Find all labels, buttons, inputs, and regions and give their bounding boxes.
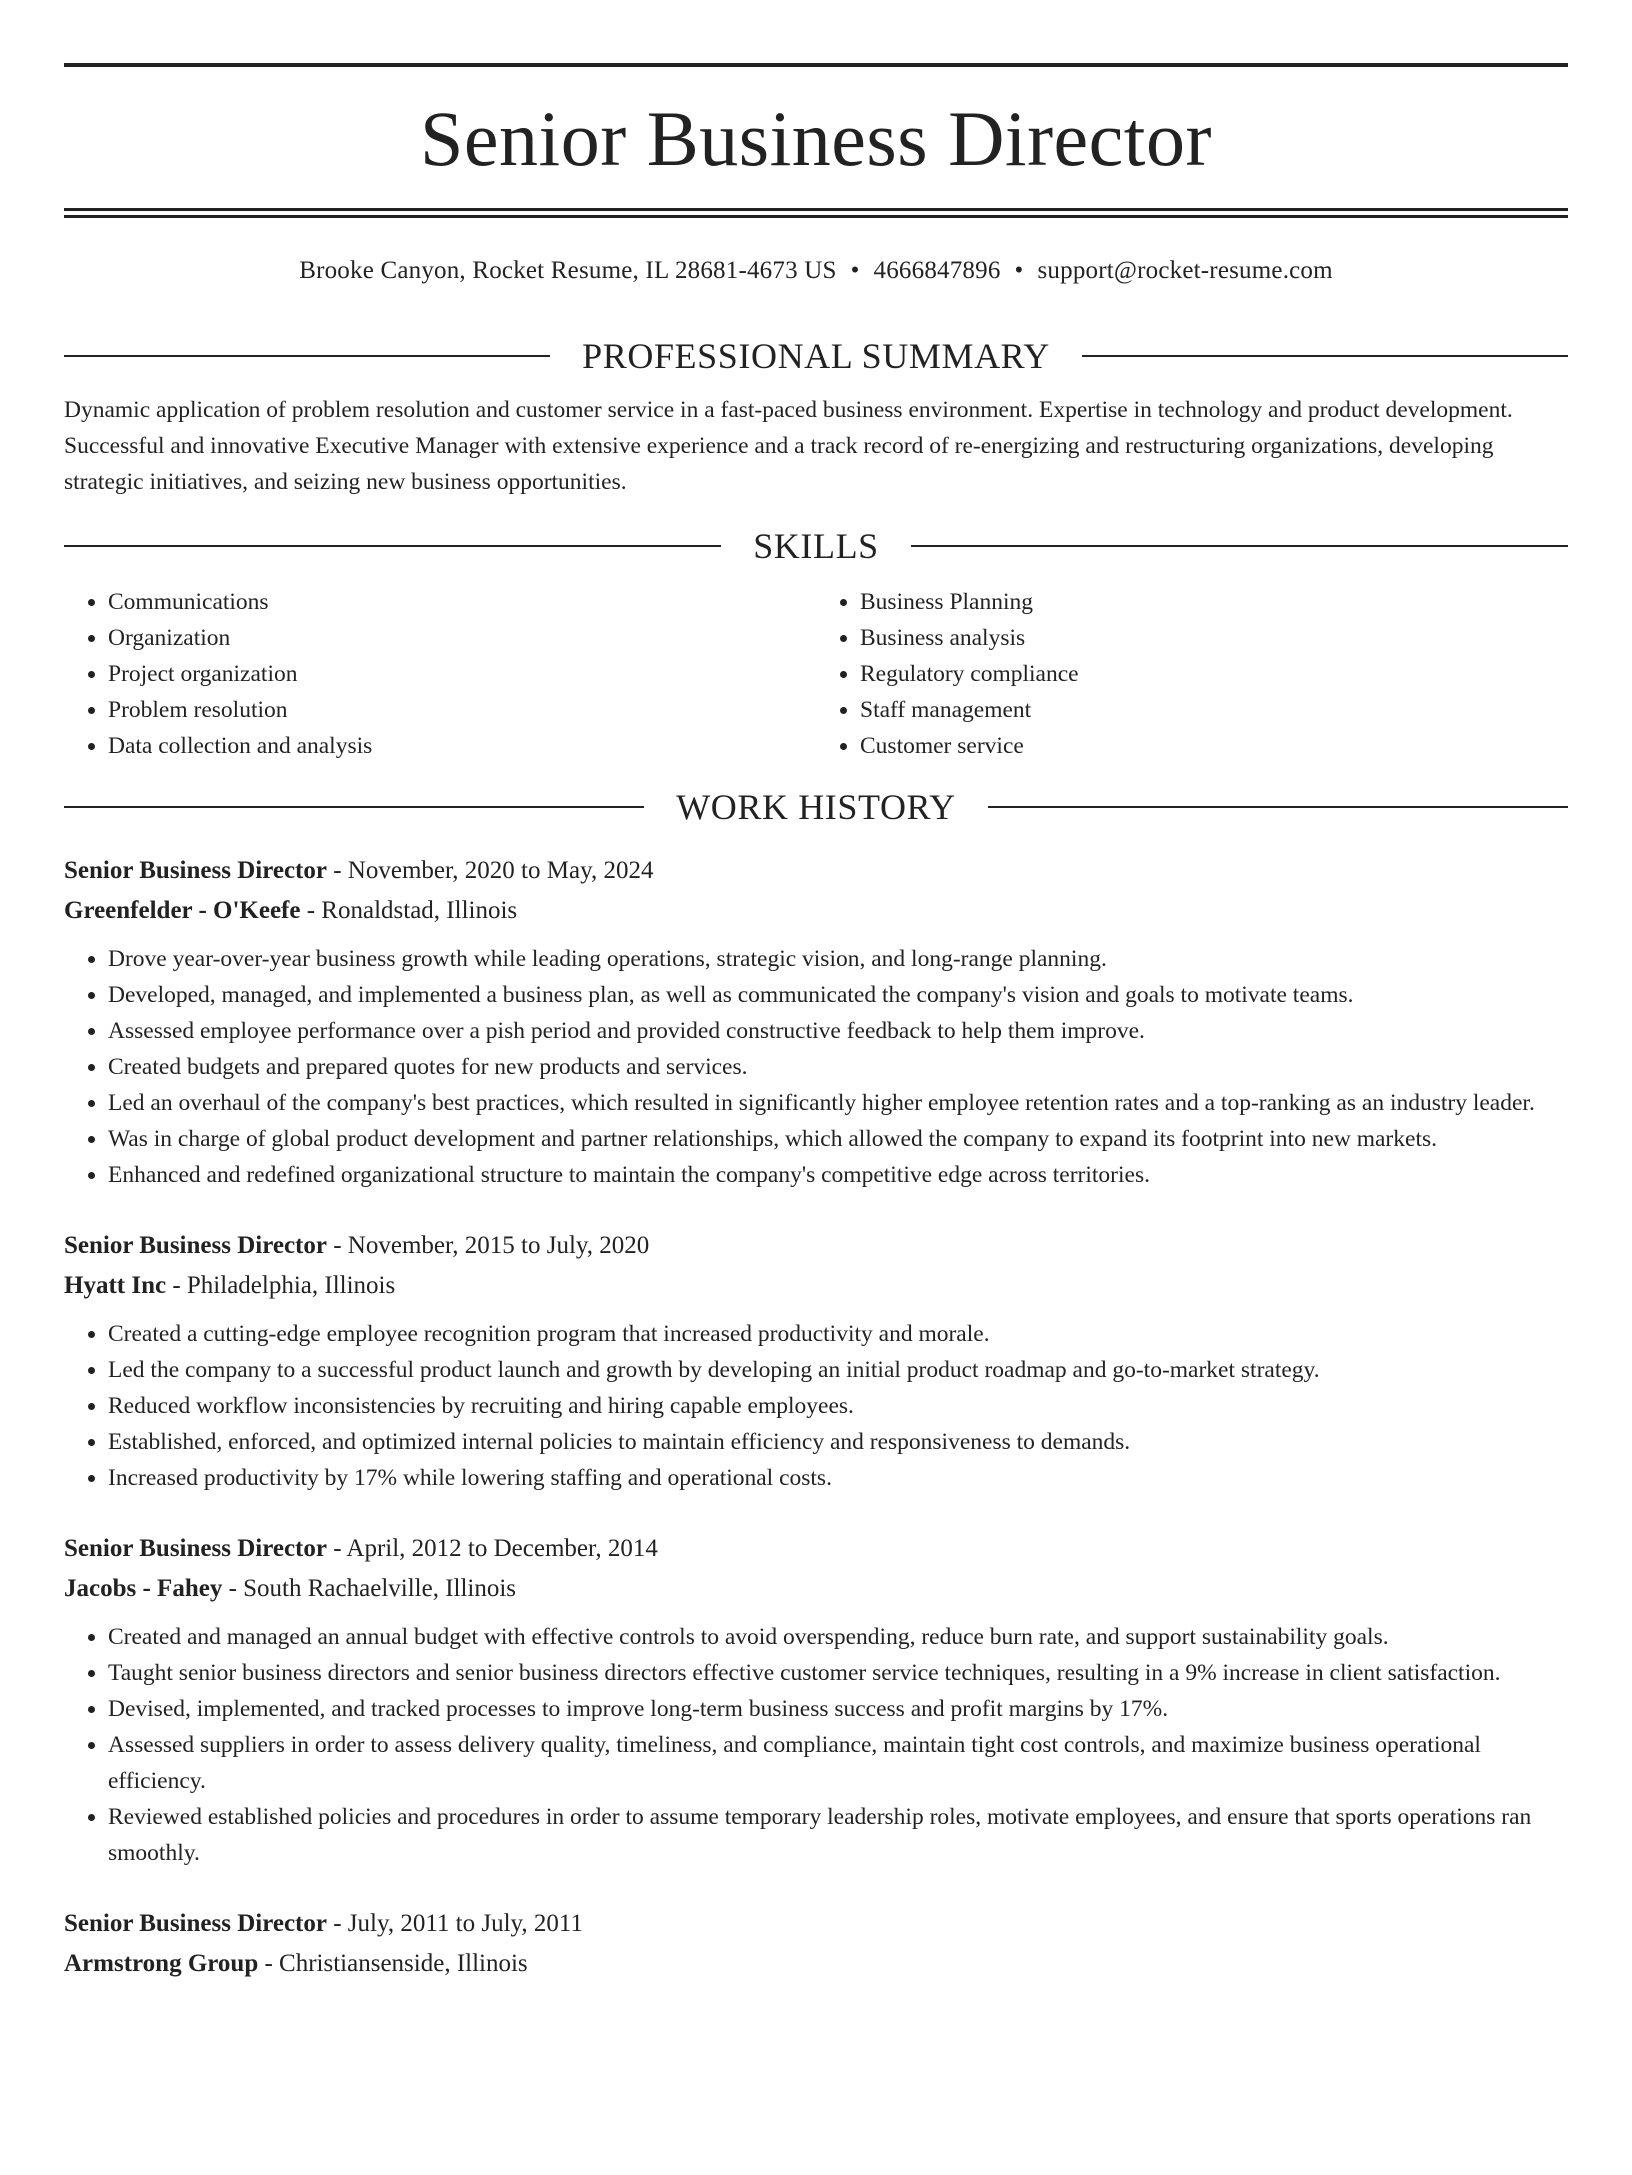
skill-item: • Staff management: [860, 692, 1568, 728]
job-bullets: [64, 1316, 1568, 1496]
job-company: Jacobs - Fahey: [64, 1575, 223, 1602]
resume-title: Senior Business Director: [420, 95, 1212, 182]
job-bullet: • Taught senior business directors and senior business directors effective customer service techniques, resulting in a 9% increase in client satisfaction.: [108, 1655, 1568, 1691]
job-bullet: • Assessed employee performance over a pish period and provided constructive feedback to help them improve.: [108, 1013, 1568, 1049]
skills-column-left: [64, 584, 816, 764]
job-company-line: [64, 1569, 1568, 1609]
job-dates: - April, 2012 to December, 2014: [326, 1535, 658, 1562]
job-entry: [64, 851, 1568, 1193]
skills-list: [64, 584, 1568, 764]
heading-rule-left: [64, 806, 644, 808]
resume-page: [0, 63, 1632, 2175]
job-company-line: [64, 1266, 1568, 1306]
skill-item: • Project organization: [108, 656, 816, 692]
skill-item: • Business Planning: [860, 584, 1568, 620]
job-dates: - July, 2011 to July, 2011: [326, 1910, 583, 1937]
contact-email: support@rocket-resume.com: [1037, 257, 1333, 284]
job-bullets: [64, 1619, 1568, 1871]
job-company: Greenfelder - O'Keefe: [64, 897, 301, 924]
summary-heading-label: PROFESSIONAL SUMMARY: [582, 336, 1050, 376]
summary-text: Dynamic application of problem resolution and customer service in a fast-paced business environment. Expertise in technology and product development. Successful and innovative Executive Manager with extensive experience and a track record of re-energizing and restructuring organizations, developing strategic initiatives, and seizing new business opportunities.: [64, 397, 1513, 495]
job-title-line: [64, 1529, 1568, 1569]
job-title-line: [64, 851, 1568, 891]
job-dates: - November, 2020 to May, 2024: [326, 857, 654, 884]
work-history-list: [64, 851, 1568, 1984]
job-bullet: • Created a cutting-edge employee recognition program that increased productivity and morale.: [108, 1316, 1568, 1352]
job-title-line: [64, 1226, 1568, 1266]
job-location: - Philadelphia, Illinois: [166, 1272, 396, 1299]
job-bullets: [64, 941, 1568, 1193]
skill-item: • Problem resolution: [108, 692, 816, 728]
job-bullet: • Reduced workflow inconsistencies by recruiting and hiring capable employees.: [108, 1388, 1568, 1424]
job-bullet: • Enhanced and redefined organizational structure to maintain the company's competitive edge across territories.: [108, 1157, 1568, 1193]
skill-item: • Business analysis: [860, 620, 1568, 656]
job-location: - Ronaldstad, Illinois: [300, 897, 518, 924]
job-bullet: • Led an overhaul of the company's best practices, which resulted in significantly higher employee retention rates and a top-ranking as an industry leader.: [108, 1085, 1568, 1121]
job-title: Senior Business Director: [64, 1910, 327, 1937]
job-location: - Christiansenside, Illinois: [258, 1950, 528, 1977]
job-bullet: • Created and managed an annual budget with effective controls to avoid overspending, reduce burn rate, and support sustainability goals.: [108, 1619, 1568, 1655]
job-bullet: • Drove year-over-year business growth while leading operations, strategic vision, and long-range planning.: [108, 941, 1568, 977]
job-entry: [64, 1226, 1568, 1496]
job-bullet: • Devised, implemented, and tracked processes to improve long-term business success and profit margins by 17%.: [108, 1691, 1568, 1727]
heading-rule-left: [64, 545, 721, 547]
skill-item: • Regulatory compliance: [860, 656, 1568, 692]
job-title: Senior Business Director: [64, 857, 327, 884]
heading-rule-right: [911, 545, 1568, 547]
job-entry: [64, 1529, 1568, 1871]
title-double-rule: [64, 208, 1568, 218]
heading-rule-left: [64, 355, 550, 357]
contact-separator: •: [850, 257, 860, 284]
job-company: Armstrong Group: [64, 1950, 259, 1977]
job-company-line: [64, 891, 1568, 931]
contact-address: Brooke Canyon, Rocket Resume, IL 28681-4673 US: [299, 257, 837, 284]
summary-heading: [64, 338, 1568, 374]
job-title-line: [64, 1904, 1568, 1944]
contact-phone: 4666847896: [873, 257, 1001, 284]
job-dates: - November, 2015 to July, 2020: [326, 1232, 650, 1259]
skills-heading: [64, 528, 1568, 564]
skill-item: • Customer service: [860, 728, 1568, 764]
job-bullet: • Was in charge of global product development and partner relationships, which allowed the company to expand its footprint into new markets.: [108, 1121, 1568, 1157]
heading-rule-right: [988, 806, 1568, 808]
skills-column-right: [816, 584, 1568, 764]
contact-separator: •: [1014, 257, 1024, 284]
job-bullet: • Assessed suppliers in order to assess delivery quality, timeliness, and compliance, maintain tight cost controls, and maximize business operational efficiency.: [108, 1727, 1568, 1799]
top-rule: [64, 63, 1568, 67]
job-bullet: • Established, enforced, and optimized internal policies to maintain efficiency and responsiveness to demands.: [108, 1424, 1568, 1460]
skill-item: • Data collection and analysis: [108, 728, 816, 764]
job-bullet: • Reviewed established policies and procedures in order to assume temporary leadership roles, motivate employees, and ensure that sports operations ran smoothly.: [108, 1799, 1568, 1871]
work-history-heading: [64, 789, 1568, 825]
heading-rule-right: [1082, 355, 1568, 357]
contact-line: [64, 258, 1568, 283]
work-history-heading-label: WORK HISTORY: [676, 787, 956, 827]
skills-heading-label: SKILLS: [753, 526, 879, 566]
job-bullet: • Increased productivity by 17% while lowering staffing and operational costs.: [108, 1460, 1568, 1496]
job-bullet: • Created budgets and prepared quotes for new products and services.: [108, 1049, 1568, 1085]
job-company-line: [64, 1944, 1568, 1984]
job-entry: [64, 1904, 1568, 1984]
skill-item: • Organization: [108, 620, 816, 656]
job-company: Hyatt Inc: [64, 1272, 167, 1299]
job-title: Senior Business Director: [64, 1232, 327, 1259]
job-location: - South Rachaelville, Illinois: [222, 1575, 517, 1602]
job-title: Senior Business Director: [64, 1535, 327, 1562]
job-bullet: • Led the company to a successful product launch and growth by developing an initial product roadmap and go-to-market strategy.: [108, 1352, 1568, 1388]
job-bullet: • Developed, managed, and implemented a business plan, as well as communicated the company's vision and goals to motivate teams.: [108, 977, 1568, 1013]
skill-item: • Communications: [108, 584, 816, 620]
